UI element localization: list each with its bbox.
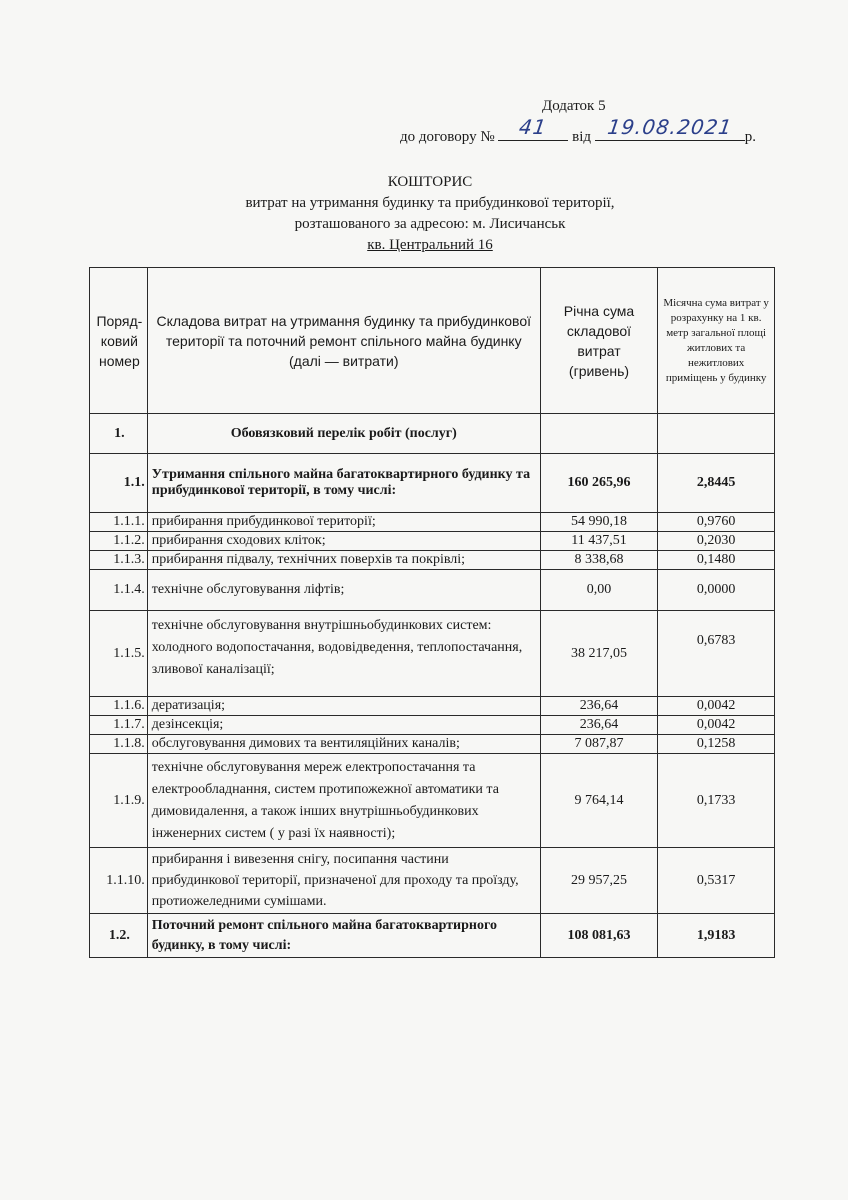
row-description: Обовязковий перелік робіт (послуг) [147, 414, 540, 454]
row-annual-sum: 8 338,68 [540, 551, 658, 570]
row-number: 1.1.10. [90, 848, 148, 914]
table-row [90, 532, 775, 551]
contract-number-field [498, 115, 568, 141]
row-monthly-sum: 0,9760 [658, 513, 775, 532]
table-row [90, 611, 775, 697]
row-annual-sum: 160 265,96 [540, 454, 658, 513]
row-monthly-sum: 2,8445 [658, 454, 775, 513]
row-description: прибирання і вивезення снігу, посипання частини прибудинкової території, призначеної для проходу та проїзду, протиожеледними сумішами. [147, 848, 540, 914]
row-number: 1.2. [90, 914, 148, 958]
title-line-1: КОШТОРИС [387, 174, 473, 190]
row-annual-sum [540, 414, 658, 454]
row-annual-sum: 11 437,51 [540, 532, 658, 551]
row-monthly-sum: 0,1733 [658, 754, 775, 848]
row-annual-sum: 236,64 [540, 716, 658, 735]
row-monthly-sum: 0,1258 [658, 735, 775, 754]
row-monthly-sum: 0,1480 [658, 551, 775, 570]
row-number: 1.1.9. [90, 754, 148, 848]
table-row [90, 735, 775, 754]
annex-label: Додаток 5 [542, 98, 606, 114]
contract-date-field [595, 115, 745, 141]
contract-number: 41 [517, 115, 549, 139]
header-number: Поряд- ковий номер [90, 268, 148, 414]
table-row [90, 914, 775, 958]
row-annual-sum: 54 990,18 [540, 513, 658, 532]
row-description: прибирання прибудинкової території; [147, 513, 540, 532]
row-monthly-sum: 0,5317 [658, 848, 775, 914]
header-description: Складова витрат на утримання будинку та прибудинкової території та поточний ремонт спільного майна будинку (далі — витрати) [147, 268, 540, 414]
table-row [90, 754, 775, 848]
row-number: 1.1.4. [90, 570, 148, 611]
row-annual-sum: 108 081,63 [540, 914, 658, 958]
table-header-row [90, 268, 775, 414]
title-line-2: витрат на утримання будинку та прибудинкової території, [245, 195, 615, 211]
row-description: прибирання підвалу, технічних поверхів та покрівлі; [147, 551, 540, 570]
row-number: 1.1.5. [90, 611, 148, 697]
table-row [90, 697, 775, 716]
row-description: технічне обслуговування внутрішньобудинкових систем: холодного водопостачання, водовідведення, теплопостачання, зливової каналізації; [147, 611, 540, 697]
contract-prefix: до договору № [400, 129, 495, 145]
title-line-4: кв. Центральний 16 [367, 237, 493, 253]
row-annual-sum: 0,00 [540, 570, 658, 611]
row-number: 1.1.8. [90, 735, 148, 754]
header-annual-sum: Річна сума складової витрат (гривень) [540, 268, 658, 414]
table-row [90, 551, 775, 570]
row-annual-sum: 9 764,14 [540, 754, 658, 848]
table-row [90, 716, 775, 735]
row-annual-sum: 236,64 [540, 697, 658, 716]
row-number: 1.1.1. [90, 513, 148, 532]
table-row [90, 570, 775, 611]
row-description: Утримання спільного майна багатоквартирного будинку та прибудинкової території, в тому числі: [147, 454, 540, 513]
row-monthly-sum: 1,9183 [658, 914, 775, 958]
table-row [90, 454, 775, 513]
table-row [90, 848, 775, 914]
row-description: обслуговування димових та вентиляційних каналів; [147, 735, 540, 754]
row-annual-sum: 7 087,87 [540, 735, 658, 754]
row-number: 1.1.3. [90, 551, 148, 570]
header-monthly-sum: Місячна сума витрат у розрахунку на 1 кв. метр загальної площі житлових та нежитлових приміщень у будинку [658, 268, 775, 414]
budget-table [89, 267, 775, 958]
row-description: дератизація; [147, 697, 540, 716]
row-number: 1.1.6. [90, 697, 148, 716]
row-description: прибирання сходових кліток; [147, 532, 540, 551]
row-monthly-sum: 0,0042 [658, 697, 775, 716]
row-annual-sum: 38 217,05 [540, 611, 658, 697]
title-line-3: розташованого за адресою: м. Лисичанськ [294, 216, 566, 232]
row-description: технічне обслуговування ліфтів; [147, 570, 540, 611]
row-annual-sum: 29 957,25 [540, 848, 658, 914]
row-number: 1.1. [90, 454, 148, 513]
table-row [90, 513, 775, 532]
row-monthly-sum: 0,2030 [658, 532, 775, 551]
row-monthly-sum: 0,0000 [658, 570, 775, 611]
contract-date: 19.08.2021 [605, 115, 734, 139]
row-description: Поточний ремонт спільного майна багатоквартирного будинку, в тому числі: [147, 914, 540, 958]
row-monthly-sum [658, 414, 775, 454]
row-number: 1. [90, 414, 148, 454]
contract-line [400, 115, 780, 146]
row-monthly-sum: 0,0042 [658, 716, 775, 735]
document-title [150, 172, 710, 256]
row-monthly-sum: 0,6783 [658, 611, 775, 697]
date-suffix: р. [744, 129, 757, 145]
date-prefix: від [572, 129, 592, 145]
row-description: технічне обслуговування мереж електропостачання та електрообладнання, систем протипожежної автоматики та димовидалення, а також інших внутрішньобудинкових інженерних систем ( у разі їх наявності); [147, 754, 540, 848]
row-description: дезінсекція; [147, 716, 540, 735]
row-number: 1.1.2. [90, 532, 148, 551]
table-row [90, 414, 775, 454]
row-number: 1.1.7. [90, 716, 148, 735]
